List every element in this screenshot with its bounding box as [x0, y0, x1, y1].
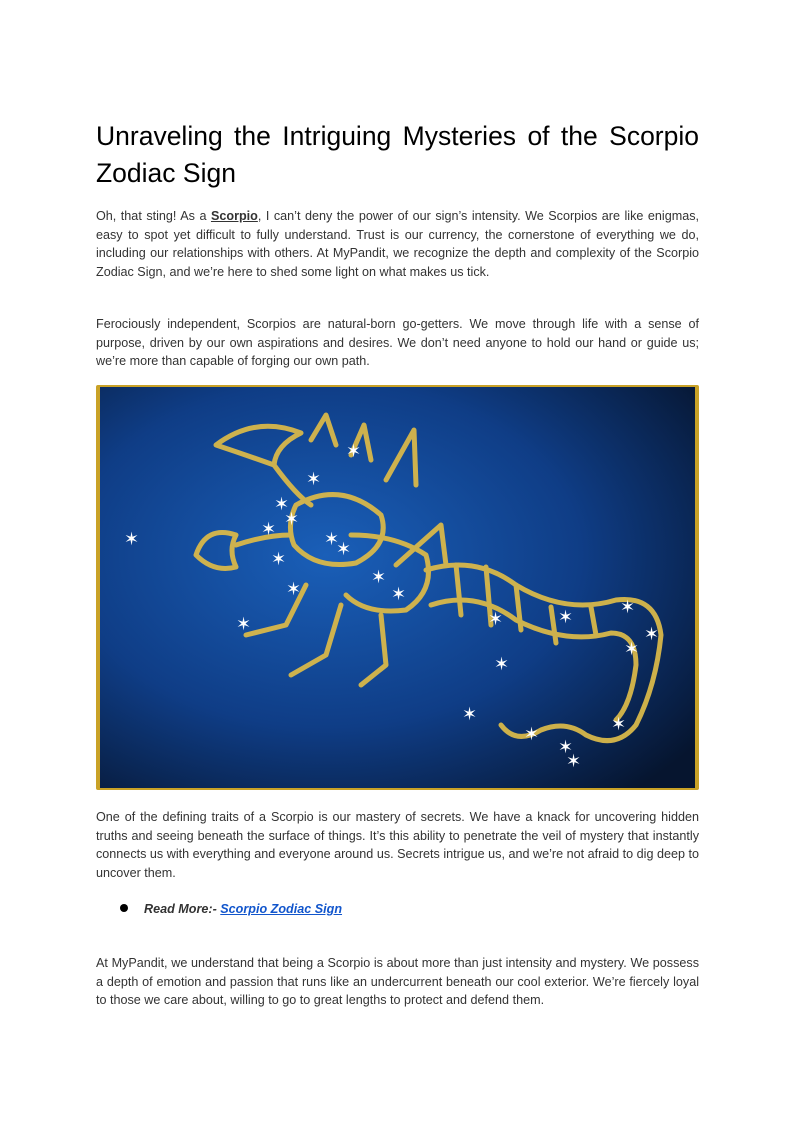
svg-text:✶: ✶	[336, 539, 352, 560]
read-more-prefix: Read More:-	[144, 902, 221, 916]
read-more-list-item	[96, 900, 699, 920]
svg-text:✶: ✶	[274, 494, 290, 515]
intro-paragraph	[96, 207, 699, 281]
svg-text:✶: ✶	[524, 724, 540, 745]
scorpio-link[interactable]: Scorpio	[210, 209, 258, 223]
intro-text-after: , I can’t deny the power of our sign’s intensity. We Scorpios are like enigmas, easy to spot yet difficult to fully understand. Trust is our currency, the cornerstone of everything we do, including our relationships with others. At MyPandit, we recognize the depth and complexity of the Scorpio Zodiac Sign, and we’re here to shed some light on what makes us tick.	[96, 209, 700, 279]
svg-text:✶: ✶	[286, 579, 302, 600]
read-more-text	[144, 900, 342, 918]
svg-text:✶: ✶	[271, 549, 287, 570]
svg-text:✶: ✶	[644, 624, 660, 645]
svg-text:✶: ✶	[371, 567, 387, 588]
bullet-icon	[120, 904, 128, 912]
svg-text:✶: ✶	[558, 737, 574, 758]
svg-text:✶: ✶	[494, 654, 510, 675]
svg-text:✶: ✶	[124, 529, 140, 550]
svg-text:✶: ✶	[611, 714, 627, 735]
article-title: Unraveling the Intriguing Mysteries of the Scorpio Zodiac Sign	[96, 121, 699, 188]
svg-text:✶: ✶	[284, 509, 300, 530]
svg-text:✶: ✶	[620, 597, 636, 618]
emotion-paragraph: At MyPandit, we understand that being a Scorpio is about more than just intensity and mystery. We possess a depth of emotion and passion that runs like an undercurrent beneath our cool exterior. We’re fiercely loyal to those we care about, willing to go to great lengths to protect and defend them.	[96, 956, 699, 1008]
scorpio-zodiac-sign-link[interactable]: Scorpio Zodiac Sign	[220, 902, 343, 916]
svg-text:✶: ✶	[261, 519, 277, 540]
intro-text-before: Oh, that sting! As a	[96, 209, 211, 223]
svg-text:✶: ✶	[624, 639, 640, 660]
svg-text:✶: ✶	[391, 584, 407, 605]
scorpion-illustration	[96, 385, 699, 790]
svg-text:✶: ✶	[346, 441, 362, 462]
svg-text:✶: ✶	[488, 609, 504, 630]
svg-text:✶: ✶	[236, 614, 252, 635]
secrets-paragraph: One of the defining traits of a Scorpio is our mastery of secrets. We have a knack for uncovering hidden truths and seeing beneath the surface of things. It’s this ability to penetrate the veil of mystery that instantly connects us with everything and everyone around us. Secrets intrigue us, and we’re not afraid to dig deep to uncover them.	[96, 810, 699, 880]
scorpio-constellation-image	[96, 385, 699, 790]
svg-text:✶: ✶	[558, 607, 574, 628]
independence-paragraph: Ferociously independent, Scorpios are natural-born go-getters. We move through life with a sense of purpose, driven by our own aspirations and desires. We don’t need anyone to hold our hand or guide us; we’re more than capable of forging our own path.	[96, 317, 699, 369]
svg-text:✶: ✶	[306, 469, 322, 490]
svg-text:✶: ✶	[462, 704, 478, 725]
svg-text:✶: ✶	[324, 529, 340, 550]
svg-text:✶: ✶	[566, 751, 582, 772]
